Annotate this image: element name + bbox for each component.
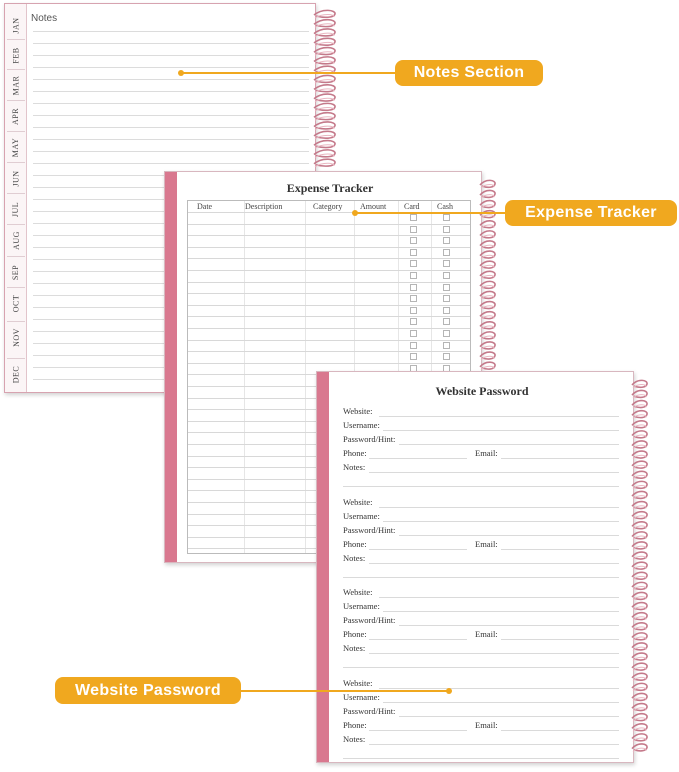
table-row-line: [188, 340, 470, 341]
spiral-ring: [632, 451, 647, 458]
month-tab-label: SEP: [11, 264, 21, 280]
tab-divider: [7, 162, 25, 163]
spiral-ring: [480, 251, 495, 258]
notes-callout-line: [181, 72, 397, 74]
month-tab-jun[interactable]: [5, 163, 27, 193]
month-tab-jul[interactable]: [5, 194, 27, 224]
table-row-line: [188, 316, 470, 317]
phone-label: Phone:: [343, 720, 367, 730]
phone-input-line[interactable]: [369, 458, 467, 459]
spiral-ring: [632, 592, 647, 599]
checkbox-icon[interactable]: [410, 330, 417, 337]
spiral-ring: [632, 401, 647, 408]
password-callout-dot: [446, 688, 452, 694]
col-amount: Amount: [360, 202, 387, 211]
spiral-ring: [632, 421, 647, 428]
notes-label: Notes:: [343, 462, 366, 472]
phone-input-line[interactable]: [369, 549, 467, 550]
month-tab-label: OCT: [11, 294, 21, 312]
month-tab-nov[interactable]: [5, 322, 27, 352]
table-row-line: [188, 270, 470, 271]
notes-input-line[interactable]: [369, 563, 619, 564]
tab-divider: [7, 358, 25, 359]
phone-label: Phone:: [343, 539, 367, 549]
notes-extra-line[interactable]: [343, 486, 619, 487]
checkbox-icon[interactable]: [443, 214, 450, 221]
password-title: Website Password: [435, 384, 529, 398]
checkbox-icon[interactable]: [410, 226, 417, 233]
website-label: Website:: [343, 406, 373, 416]
expense-title: Expense Tracker: [286, 181, 374, 195]
username-label: Username:: [343, 692, 380, 702]
expense-tracker-badge: Expense Tracker: [505, 200, 677, 226]
username-label: Username:: [343, 601, 380, 611]
notes-section-badge: Notes Section: [395, 60, 543, 86]
checkbox-icon[interactable]: [410, 284, 417, 291]
ruled-line: [33, 163, 309, 164]
phone-input-line[interactable]: [369, 639, 467, 640]
ruled-line: [33, 55, 309, 56]
ruled-line: [33, 79, 309, 80]
col-cash: Cash: [437, 202, 453, 211]
spiral-binding-icon: [312, 6, 340, 170]
tab-divider: [7, 321, 25, 322]
spiral-ring: [632, 481, 647, 488]
spiral-ring: [632, 522, 647, 529]
table-row-line: [188, 258, 470, 259]
website-label: Website:: [343, 497, 373, 507]
username-input-line[interactable]: [383, 611, 619, 612]
spiral-ring: [632, 603, 647, 610]
spiral-ring: [632, 613, 647, 620]
password-label: Password/Hint:: [343, 434, 396, 444]
month-tab-jan[interactable]: [5, 10, 27, 40]
col-category: Category: [313, 202, 343, 211]
email-label: Email:: [475, 539, 498, 549]
checkbox-icon[interactable]: [443, 330, 450, 337]
ruled-line: [33, 151, 309, 152]
month-tab-sep[interactable]: [5, 257, 27, 287]
month-tab-label: JUN: [11, 169, 21, 187]
password-input-line[interactable]: [399, 625, 619, 626]
tab-divider: [7, 131, 25, 132]
spiral-ring: [632, 562, 647, 569]
notes-input-line[interactable]: [369, 744, 619, 745]
spiral-ring: [480, 332, 495, 339]
notes-title: Notes: [31, 13, 58, 24]
password-label: Password/Hint:: [343, 706, 396, 716]
password-input-line[interactable]: [399, 716, 619, 717]
table-row-line: [188, 305, 470, 306]
email-input-line[interactable]: [501, 730, 619, 731]
expense-spine: [165, 172, 177, 562]
website-input-line[interactable]: [379, 597, 619, 598]
month-tab-label: NOV: [11, 327, 21, 347]
table-column-divider: [244, 201, 245, 553]
ruled-line: [33, 103, 309, 104]
checkbox-icon[interactable]: [410, 307, 417, 314]
month-tab-aug[interactable]: [5, 225, 27, 255]
username-input-line[interactable]: [383, 430, 619, 431]
notes-extra-line[interactable]: [343, 667, 619, 668]
spiral-ring: [480, 261, 495, 268]
spiral-ring: [480, 190, 495, 197]
phone-input-line[interactable]: [369, 730, 467, 731]
month-tab-dec[interactable]: [5, 359, 27, 389]
month-tab-mar[interactable]: [5, 70, 27, 100]
spiral-ring: [480, 312, 495, 319]
spiral-ring: [632, 663, 647, 670]
expense-callout-line: [355, 212, 507, 214]
table-column-divider: [305, 201, 306, 553]
spiral-ring: [480, 271, 495, 278]
spiral-ring: [632, 693, 647, 700]
month-tab-label: APR: [11, 107, 21, 125]
spiral-ring: [632, 683, 647, 690]
checkbox-icon[interactable]: [443, 237, 450, 244]
ruled-line: [33, 115, 309, 116]
spiral-ring: [632, 552, 647, 559]
spiral-ring: [632, 582, 647, 589]
month-tab-feb[interactable]: [5, 40, 27, 70]
spiral-ring: [632, 653, 647, 660]
col-date: Date: [197, 202, 213, 211]
tab-divider: [7, 193, 25, 194]
tab-divider: [7, 39, 25, 40]
tab-divider: [7, 69, 25, 70]
month-tab-may[interactable]: [5, 132, 27, 162]
username-label: Username:: [343, 420, 380, 430]
checkbox-icon[interactable]: [443, 342, 450, 349]
month-tab-label: JUL: [11, 201, 21, 217]
spiral-ring: [632, 704, 647, 711]
checkbox-icon[interactable]: [443, 353, 450, 360]
checkbox-icon[interactable]: [410, 237, 417, 244]
ruled-line: [33, 91, 309, 92]
spiral-ring: [480, 352, 495, 359]
spiral-ring: [632, 643, 647, 650]
checkbox-icon[interactable]: [443, 249, 450, 256]
notes-label: Notes:: [343, 643, 366, 653]
spiral-binding-icon: [630, 376, 652, 760]
notes-extra-line[interactable]: [343, 577, 619, 578]
password-label: Password/Hint:: [343, 525, 396, 535]
ruled-line: [33, 67, 309, 68]
website-label: Website:: [343, 678, 373, 688]
checkbox-icon[interactable]: [443, 307, 450, 314]
col-description: Description: [245, 202, 283, 211]
ruled-line: [33, 43, 309, 44]
spiral-ring: [632, 744, 647, 751]
spiral-ring: [480, 241, 495, 248]
spiral-ring: [480, 221, 495, 228]
spiral-ring: [632, 532, 647, 539]
notes-input-line[interactable]: [369, 472, 619, 473]
spiral-ring: [480, 180, 495, 187]
col-card: Card: [404, 202, 420, 211]
checkbox-icon[interactable]: [443, 226, 450, 233]
tab-divider: [7, 287, 25, 288]
spiral-ring: [480, 201, 495, 208]
checkbox-icon[interactable]: [410, 272, 417, 279]
website-password-page: [316, 371, 634, 763]
email-input-line[interactable]: [501, 549, 619, 550]
spiral-ring: [632, 512, 647, 519]
username-label: Username:: [343, 511, 380, 521]
month-tab-label: FEB: [11, 46, 21, 64]
spiral-ring: [632, 461, 647, 468]
checkbox-icon[interactable]: [410, 295, 417, 302]
password-input-line[interactable]: [399, 444, 619, 445]
email-input-line[interactable]: [501, 458, 619, 459]
checkbox-icon[interactable]: [443, 295, 450, 302]
checkbox-icon[interactable]: [410, 353, 417, 360]
spiral-ring: [632, 623, 647, 630]
spiral-ring: [632, 502, 647, 509]
month-tab-label: MAR: [11, 75, 21, 95]
spiral-ring: [632, 441, 647, 448]
checkbox-icon[interactable]: [410, 249, 417, 256]
website-password-badge: Website Password: [55, 677, 241, 704]
spiral-ring: [480, 231, 495, 238]
email-label: Email:: [475, 448, 498, 458]
password-callout-line: [241, 690, 449, 692]
spiral-ring: [632, 411, 647, 418]
table-row-line: [188, 282, 470, 283]
checkbox-icon[interactable]: [443, 284, 450, 291]
website-input-line[interactable]: [379, 416, 619, 417]
spiral-ring: [632, 542, 647, 549]
month-tab-label: DEC: [11, 365, 21, 383]
table-row-line: [188, 224, 470, 225]
tab-divider: [7, 256, 25, 257]
checkbox-icon[interactable]: [443, 318, 450, 325]
spiral-ring: [632, 390, 647, 397]
ruled-line: [33, 127, 309, 128]
username-input-line[interactable]: [383, 702, 619, 703]
ruled-line: [33, 31, 309, 32]
table-row-line: [188, 235, 470, 236]
username-input-line[interactable]: [383, 521, 619, 522]
spiral-ring: [480, 291, 495, 298]
month-tab-oct[interactable]: [5, 288, 27, 318]
spiral-ring: [632, 491, 647, 498]
checkbox-icon[interactable]: [410, 342, 417, 349]
table-row-line: [188, 293, 470, 294]
checkbox-icon[interactable]: [410, 260, 417, 267]
spiral-ring: [632, 380, 647, 387]
checkbox-icon[interactable]: [443, 260, 450, 267]
phone-label: Phone:: [343, 629, 367, 639]
spiral-ring: [632, 633, 647, 640]
spiral-ring: [632, 714, 647, 721]
phone-label: Phone:: [343, 448, 367, 458]
table-row-line: [188, 351, 470, 352]
checkbox-icon[interactable]: [410, 318, 417, 325]
table-row-line: [188, 247, 470, 248]
ruled-line: [33, 139, 309, 140]
month-tabs: [5, 4, 27, 392]
website-input-line[interactable]: [379, 688, 619, 689]
notes-input-line[interactable]: [369, 653, 619, 654]
tab-divider: [7, 224, 25, 225]
month-tab-label: MAY: [11, 137, 21, 157]
spiral-ring: [632, 471, 647, 478]
password-input-line[interactable]: [399, 535, 619, 536]
spiral-ring: [480, 362, 495, 369]
notes-label: Notes:: [343, 553, 366, 563]
month-tab-label: AUG: [11, 230, 21, 250]
checkbox-icon[interactable]: [410, 214, 417, 221]
email-label: Email:: [475, 629, 498, 639]
spiral-ring: [632, 734, 647, 741]
notes-label: Notes:: [343, 734, 366, 744]
website-label: Website:: [343, 587, 373, 597]
spiral-ring: [480, 302, 495, 309]
password-spine: [317, 372, 329, 762]
spiral-ring: [632, 431, 647, 438]
email-label: Email:: [475, 720, 498, 730]
website-input-line[interactable]: [379, 507, 619, 508]
email-input-line[interactable]: [501, 639, 619, 640]
password-label: Password/Hint:: [343, 615, 396, 625]
spiral-ring: [480, 281, 495, 288]
table-row-line: [188, 328, 470, 329]
tab-divider: [7, 100, 25, 101]
spiral-ring: [632, 572, 647, 579]
table-row-line: [188, 363, 470, 364]
spiral-ring: [480, 342, 495, 349]
checkbox-icon[interactable]: [443, 272, 450, 279]
month-tab-label: JAN: [11, 16, 21, 34]
spiral-ring: [632, 673, 647, 680]
spiral-ring: [480, 322, 495, 329]
notes-extra-line[interactable]: [343, 758, 619, 759]
month-tab-apr[interactable]: [5, 101, 27, 131]
spiral-ring: [632, 724, 647, 731]
